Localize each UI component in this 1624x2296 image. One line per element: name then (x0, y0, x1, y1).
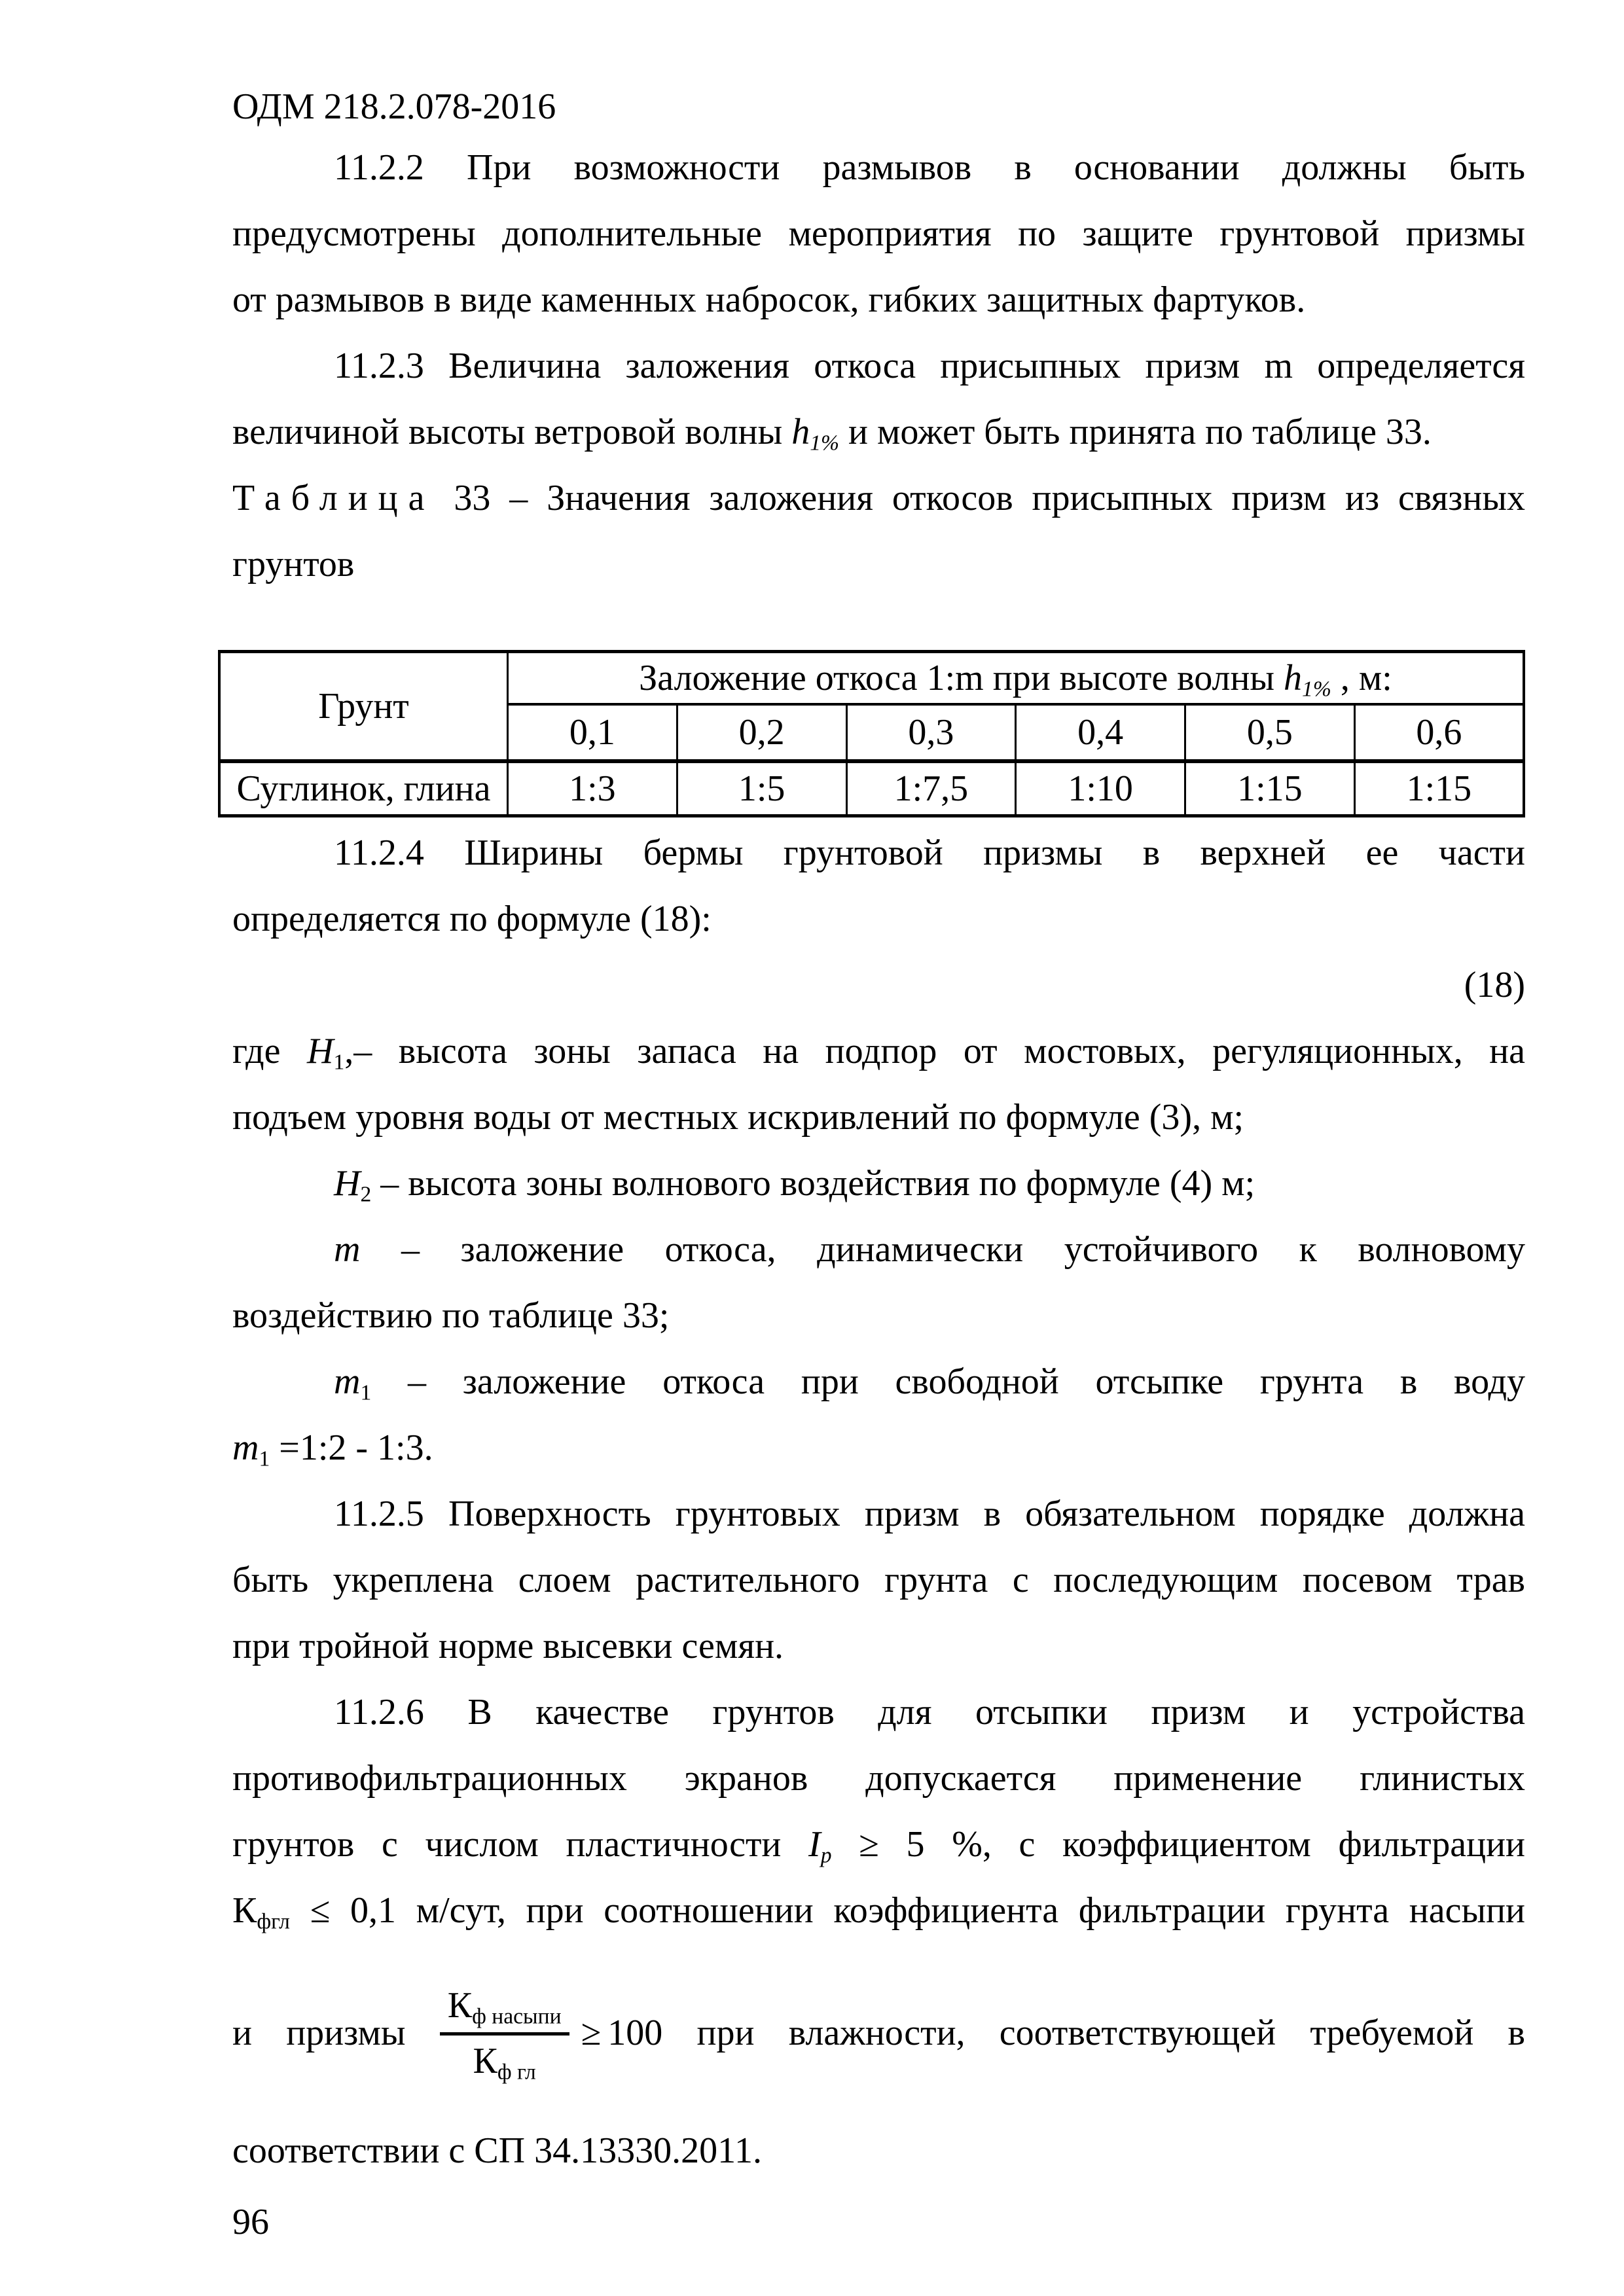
text-line: 11.2.3 Величина заложения откоса присыпных призм m определяется (334, 346, 1525, 386)
text-line: противофильтрационных экранов допускается применение глинистых (232, 1758, 1525, 1799)
header-cell-wave-height: 0,3 (846, 704, 1016, 761)
word: призмы (286, 2013, 406, 2053)
paragraph-11-2-6 (232, 1679, 1525, 1944)
text-line: предусмотрены дополнительные мероприятия по защите грунтовой призмы (232, 213, 1525, 254)
table-33-caption (232, 465, 1525, 598)
definition-m (232, 1217, 1525, 1349)
fraction (440, 1984, 569, 2084)
table-33 (218, 650, 1525, 817)
text-line: воздействию по таблице 33; (232, 1295, 670, 1336)
text-line: 11.2.2 При возможности размывов в основании должны быть (334, 147, 1525, 188)
text-line: подъем уровня воды от местных искривлений по формуле (3), м; (232, 1097, 1244, 1138)
header-cell-span: Заложение откоса 1:m при высоте волны $h_{1\%}$ , м: (508, 652, 1525, 705)
header-cell-wave-height: 0,6 (1354, 704, 1524, 761)
word: требуемой (1310, 2013, 1474, 2053)
word: в (1507, 2013, 1525, 2053)
text-line: определяется по формуле (18): (232, 899, 712, 939)
table-data-row (219, 761, 1524, 816)
filtration-ratio-formula (440, 1984, 663, 2084)
formula-18 (232, 952, 1525, 1018)
word: и (232, 2013, 252, 2053)
text-line: 11.2.5 Поверхность грунтовых призм в обязательном порядке должна (334, 1494, 1525, 1534)
paragraph-11-2-4 (232, 820, 1525, 952)
formula-number: (18) (1464, 965, 1525, 1005)
paragraph-11-2-2 (232, 135, 1525, 333)
definition-H2: $H_2$ – высота зоны волнового воздействия по формуле (4) м; (334, 1163, 1255, 1207)
filtration-ratio-line (232, 1948, 1525, 2118)
cell-soil-type: Суглинок, глина (219, 761, 508, 816)
cell-slope-value: 1:10 (1016, 761, 1185, 816)
text-line: $К_{фгл} \le 0,1$ м/сут, при соотношении коэффициента фильтрации грунта насыпи (232, 1890, 1525, 1934)
word: соответствующей (999, 2013, 1276, 2053)
text-line: от размывов в виде каменных набросок, гибких защитных фартуков. (232, 279, 1306, 320)
page-number: 96 (232, 2202, 269, 2242)
cell-slope-value: 1:3 (508, 761, 677, 816)
word: при (696, 2013, 755, 2053)
variable-Kfgl: $К_{фгл}$ (232, 1890, 290, 1934)
geq-sign: ≥ (581, 2013, 602, 2053)
caption-line: Таблица 33 – Значения заложения откосов присыпных призм из связных (232, 478, 1525, 518)
text-line: $m_1$ – заложение откоса при свободной отсыпке грунта в воду (334, 1361, 1525, 1405)
header-cell-grunt: Грунт (219, 652, 508, 762)
fraction-numerator: $К_{ф насыпи}$ (440, 1985, 569, 2036)
paragraph-11-2-5 (232, 1481, 1525, 1679)
caption-line: грунтов (232, 544, 355, 584)
definition-m1 (232, 1349, 1525, 1481)
header-cell-wave-height: 0,2 (677, 704, 846, 761)
variable-h1pct: $h_{1\%}$ (791, 412, 840, 456)
word: влажности, (788, 2013, 965, 2053)
page-content (232, 79, 1525, 2255)
header-cell-wave-height: 0,5 (1185, 704, 1355, 761)
text-line: при тройной норме высевки семян. (232, 1626, 784, 1666)
cell-slope-value: 1:15 (1354, 761, 1524, 816)
text-line: m – заложение откоса, динамически устойчивого к волновому (334, 1229, 1525, 1270)
cell-slope-value: 1:5 (677, 761, 846, 816)
text-line: величиной высоты ветровой волны $h_{1\%}$ и может быть принята по таблице 33. (232, 412, 1432, 456)
text-line: быть укреплена слоем растительного грунта с последующим посевом трав (232, 1560, 1525, 1600)
cell-slope-value: 1:7,5 (846, 761, 1016, 816)
text-line: соответствии с СП 34.13330.2011. (232, 2130, 762, 2171)
table-header-row (219, 652, 1524, 705)
header-cell-wave-height: 0,4 (1016, 704, 1185, 761)
text-line: грунтов с числом пластичности $I_p \ge 5$ %, с коэффициентом фильтрации (232, 1824, 1525, 1868)
text-line: $m_1$ =1:2 - 1:3. (232, 1427, 433, 1471)
ratio-value: 100 (607, 2013, 663, 2053)
header-cell-wave-height: 0,1 (508, 704, 677, 761)
caption-word: Таблица (232, 478, 435, 518)
text-line: где $H_1,-$ высота зоны запаса на подпор от мостовых, регуляционных, на (232, 1031, 1525, 1075)
paragraph-11-2-3 (232, 333, 1525, 465)
doc-code-header: ОДМ 218.2.078-2016 (232, 86, 556, 127)
text-line: 11.2.4 Ширины бермы грунтовой призмы в верхней ее части (334, 833, 1525, 873)
fraction-denominator: $К_{ф гл}$ (473, 2040, 536, 2084)
variable-Ip: $I_p$ (808, 1824, 832, 1868)
variable-h1pct: $h_{1\%}$ (1284, 658, 1331, 702)
cell-slope-value: 1:15 (1185, 761, 1355, 816)
text-line: 11.2.6 В качестве грунтов для отсыпки призм и устройства (334, 1692, 1525, 1732)
definition-H1 (232, 1018, 1525, 1151)
